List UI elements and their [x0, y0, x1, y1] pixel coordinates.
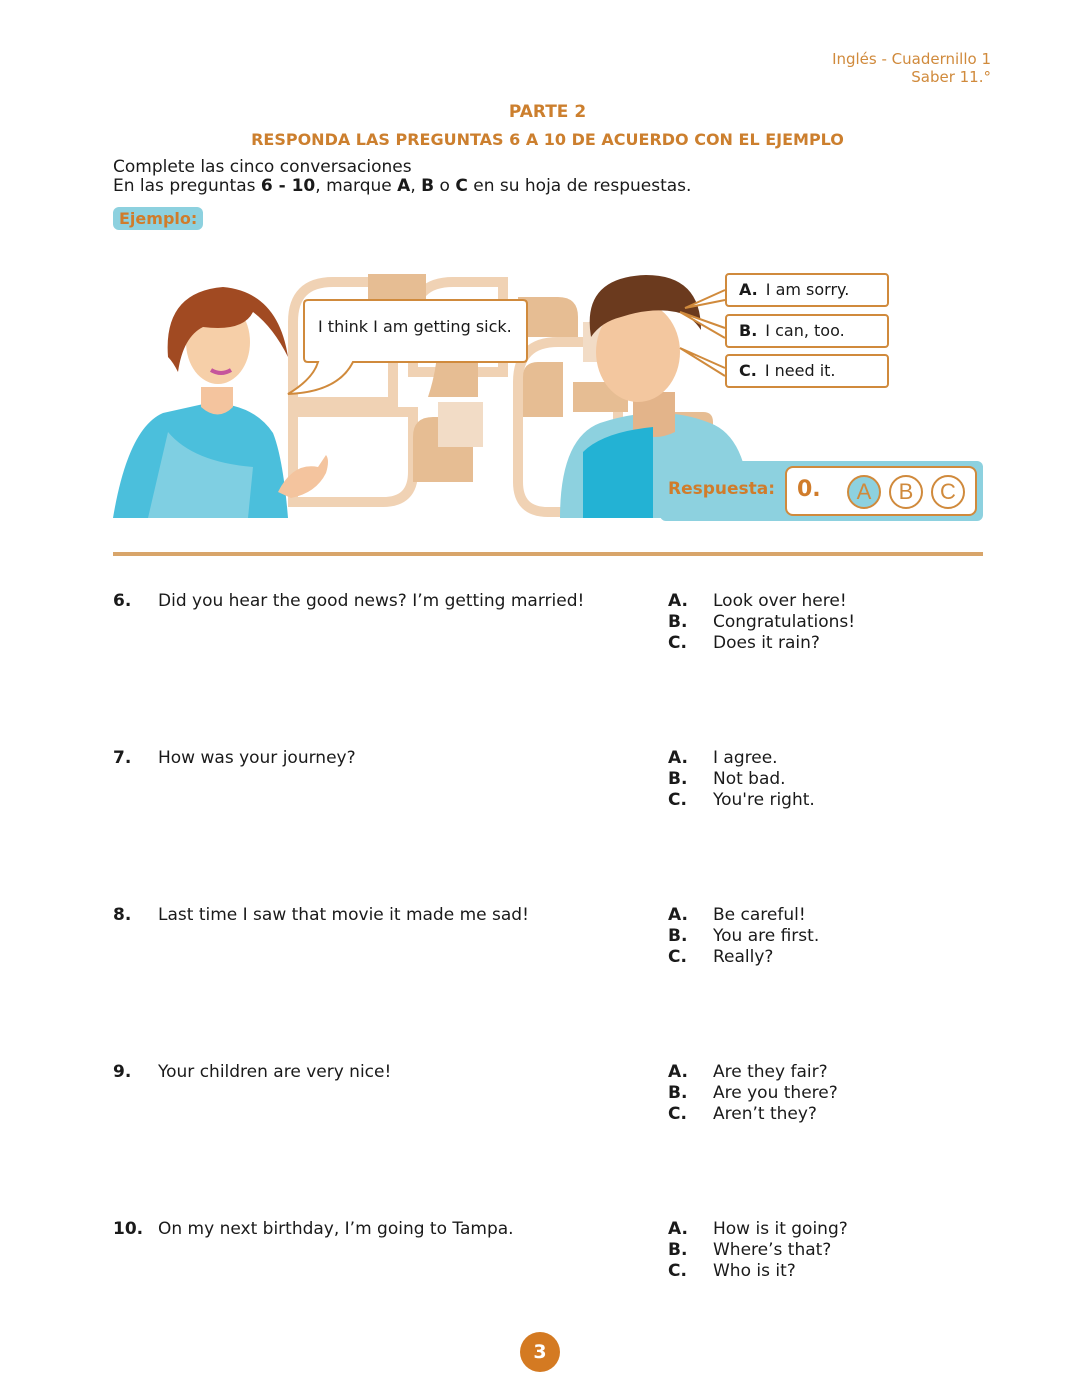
question-text: Did you hear the good news? I’m getting married!: [158, 591, 585, 611]
example-option-b: [725, 314, 889, 348]
example-illustration: [113, 262, 983, 524]
choice-letter: A.: [668, 1219, 688, 1239]
choice-text: You are first.: [713, 926, 820, 946]
option-letter: B.: [739, 321, 758, 340]
choice-text: You're right.: [713, 790, 815, 810]
choice-text: Are they fair?: [713, 1062, 828, 1082]
choice-text: Look over here!: [713, 591, 847, 611]
instructions-line-1: Complete las cinco conversaciones: [113, 157, 412, 177]
instr-range: 6 - 10: [260, 176, 316, 196]
question-text: How was your journey?: [158, 748, 356, 768]
answer-bubble-b[interactable]: B: [889, 475, 923, 509]
woman-speech-text: I think I am getting sick.: [318, 317, 512, 336]
instr-text: , marque: [315, 176, 398, 196]
question-number: 6.: [113, 591, 132, 611]
instr-text: En las preguntas: [113, 176, 261, 196]
choice-text: Really?: [713, 947, 774, 967]
choice-letter: B.: [668, 612, 688, 632]
example-option-c: [725, 354, 889, 388]
choice-letter: C.: [668, 947, 687, 967]
choice-text: Aren’t they?: [713, 1104, 817, 1124]
option-text: I can, too.: [765, 321, 845, 340]
option-text: I am sorry.: [765, 280, 850, 299]
choice-letter: A.: [668, 905, 688, 925]
choice-letter: B.: [668, 769, 688, 789]
instr-opt-a: A: [397, 176, 411, 196]
choice-text: How is it going?: [713, 1219, 848, 1239]
question-number: 8.: [113, 905, 132, 925]
instr-opt-c: C: [455, 176, 468, 196]
choice-letter: C.: [668, 1261, 687, 1281]
question-number: 7.: [113, 748, 132, 768]
level-label: Saber 11.°: [911, 68, 991, 86]
question-text: Last time I saw that movie it made me sad!: [158, 905, 529, 925]
answer-bar: [660, 461, 983, 521]
choice-text: Are you there?: [713, 1083, 838, 1103]
answer-label: Respuesta:: [668, 479, 776, 499]
question-text: On my next birthday, I’m going to Tampa.: [158, 1219, 514, 1239]
woman-speech-bubble: [288, 300, 527, 394]
header-info: [832, 50, 991, 86]
example-badge: Ejemplo:: [113, 207, 203, 230]
option-letter: A.: [739, 280, 758, 299]
question-number: 10.: [113, 1219, 144, 1239]
choice-text: Congratulations!: [713, 612, 856, 632]
option-text: I need it.: [764, 361, 836, 380]
choice-text: Not bad.: [713, 769, 786, 789]
page-number: 3: [520, 1332, 560, 1372]
choice-letter: A.: [668, 1062, 688, 1082]
question-number: 9.: [113, 1062, 132, 1082]
choice-letter: B.: [668, 1240, 688, 1260]
choice-letter: A.: [668, 591, 688, 611]
section-divider: [113, 552, 983, 556]
answer-bubble-c[interactable]: C: [931, 475, 965, 509]
part-subtitle: RESPONDA LAS PREGUNTAS 6 A 10 DE ACUERDO CON EL EJEMPLO: [251, 130, 844, 149]
choice-text: Who is it?: [713, 1261, 796, 1281]
choice-letter: C.: [668, 1104, 687, 1124]
choice-letter: B.: [668, 1083, 688, 1103]
option-letter: C.: [739, 361, 757, 380]
choice-letter: B.: [668, 926, 688, 946]
choice-letter: C.: [668, 790, 687, 810]
part-title: PARTE 2: [508, 102, 587, 122]
choice-text: Where’s that?: [713, 1240, 832, 1260]
instructions: [113, 158, 691, 196]
choice-letter: A.: [668, 748, 688, 768]
subject-label: Inglés - Cuadernillo 1: [832, 50, 991, 68]
answer-number: 0.: [797, 477, 821, 502]
choice-letter: C.: [668, 633, 687, 653]
choice-text: Does it rain?: [713, 633, 820, 653]
choice-text: Be careful!: [713, 905, 806, 925]
question-text: Your children are very nice!: [158, 1062, 392, 1082]
instr-text: o: [434, 176, 456, 196]
instr-text: en su hoja de respuestas.: [467, 176, 692, 196]
answer-box: [785, 466, 977, 516]
answer-bubble-a[interactable]: A: [847, 475, 881, 509]
example-option-a: [725, 273, 889, 307]
instr-opt-b: B: [421, 176, 435, 196]
instructions-line-2: [113, 177, 691, 196]
instr-text: ,: [410, 176, 422, 196]
choice-text: I agree.: [713, 748, 778, 768]
